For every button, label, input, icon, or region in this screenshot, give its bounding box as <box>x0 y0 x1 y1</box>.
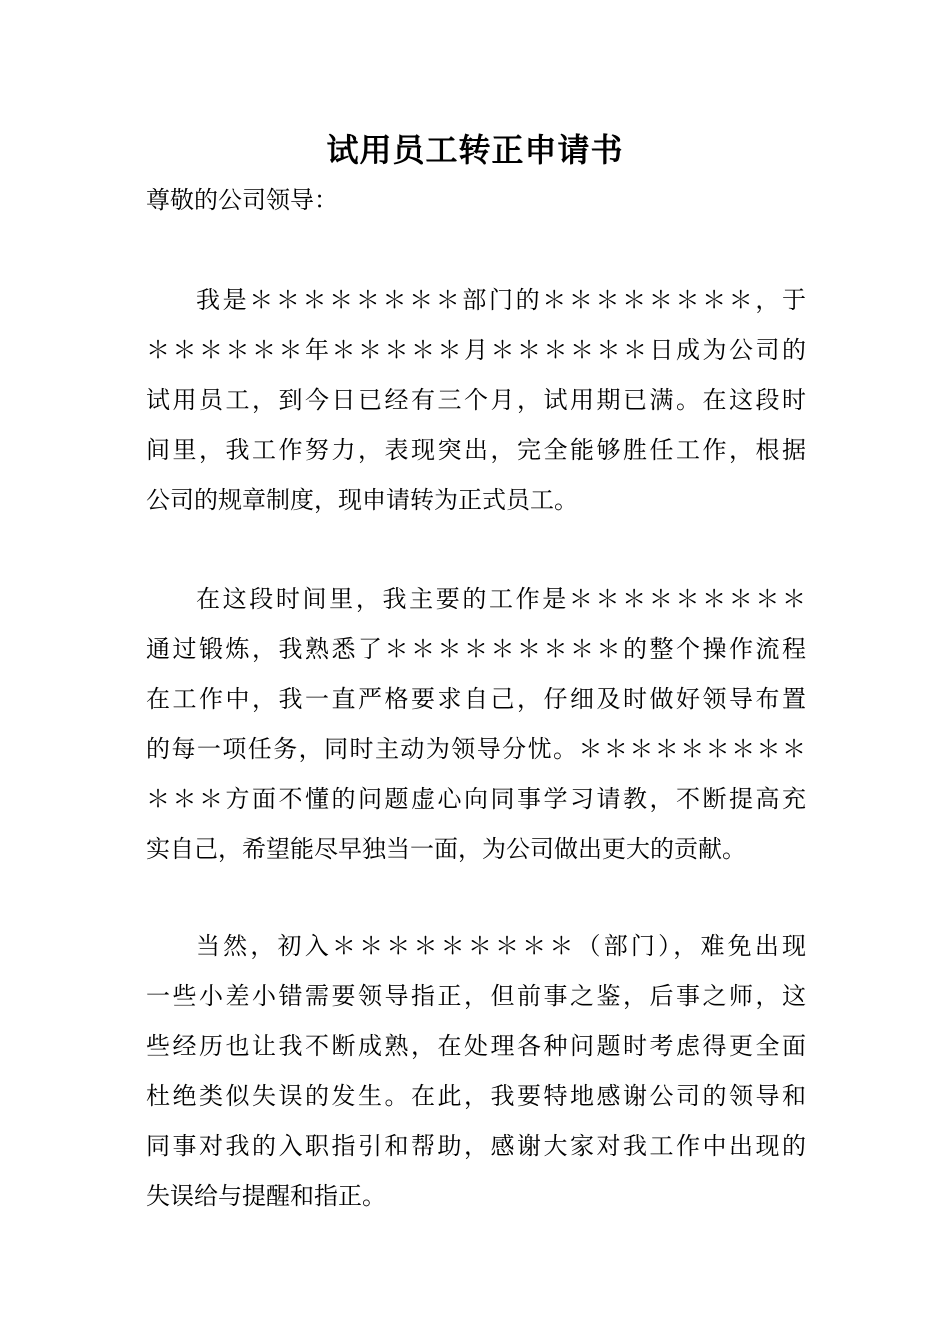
paragraph-line: 些经历也让我不断成熟，在处理各种问题时考虑得更全面 <box>146 1032 806 1060</box>
paragraph-line: 公司的规章制度，现申请转为正式员工。 <box>146 486 578 514</box>
paragraph-line: 间里，我工作努力，表现突出，完全能够胜任工作，根据 <box>146 436 806 464</box>
paragraph-line: 实自己，希望能尽早独当一面，为公司做出更大的贡献。 <box>146 835 746 863</box>
document-title: 试用员工转正申请书 <box>326 131 624 169</box>
paragraph-line: 通过锻炼，我熟悉了＊＊＊＊＊＊＊＊＊的整个操作流程 <box>146 635 806 663</box>
salutation: 尊敬的公司领导： <box>146 186 338 214</box>
paragraph-line: 失误给与提醒和指正。 <box>146 1182 386 1210</box>
paragraph-line: ＊＊＊方面不懂的问题虚心向同事学习请教，不断提高充 <box>146 785 806 813</box>
paragraph-line: 在这段时间里，我主要的工作是＊＊＊＊＊＊＊＊＊ <box>196 585 806 613</box>
paragraph-3 <box>146 921 806 1221</box>
paragraph-line: 试用员工，到今日已经有三个月，试用期已满。在这段时 <box>146 386 806 414</box>
paragraph-1 <box>146 275 806 525</box>
paragraph-line: 的每一项任务，同时主动为领导分忧。＊＊＊＊＊＊＊＊＊ <box>146 735 806 763</box>
paragraph-line: 一些小差小错需要领导指正，但前事之鉴，后事之师，这 <box>146 982 806 1010</box>
paragraph-line: 在工作中，我一直严格要求自己，仔细及时做好领导布置 <box>146 685 806 713</box>
paragraph-line: 当然，初入＊＊＊＊＊＊＊＊＊（部门），难免出现 <box>196 932 806 960</box>
paragraph-line: 同事对我的入职指引和帮助，感谢大家对我工作中出现的 <box>146 1132 806 1160</box>
paragraph-line: 我是＊＊＊＊＊＊＊＊部门的＊＊＊＊＊＊＊＊，于 <box>196 286 806 314</box>
paragraph-line: 杜绝类似失误的发生。在此，我要特地感谢公司的领导和 <box>146 1082 806 1110</box>
paragraph-2 <box>146 574 806 874</box>
paragraph-line: ＊＊＊＊＊＊年＊＊＊＊＊月＊＊＊＊＊＊日成为公司的 <box>146 336 806 364</box>
